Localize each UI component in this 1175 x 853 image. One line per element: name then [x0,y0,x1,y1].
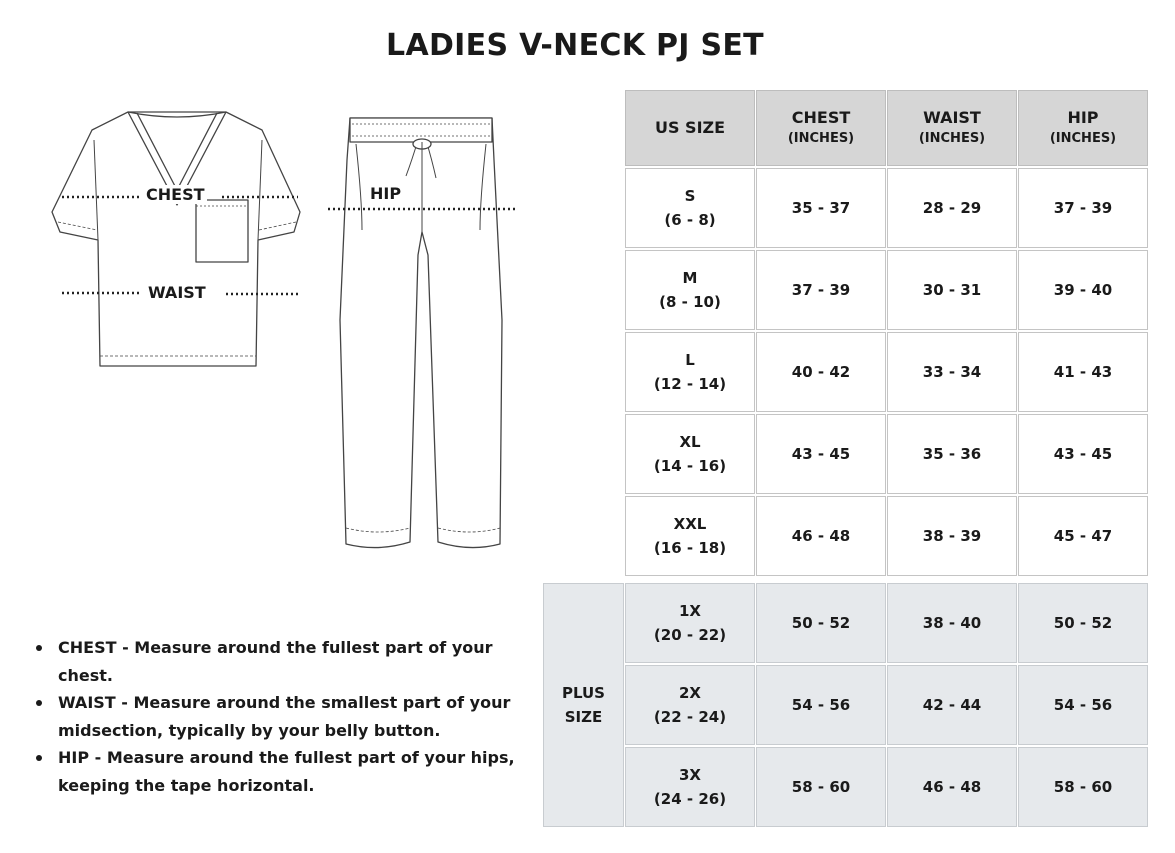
table-row-size: XXL (16 - 18) [625,496,755,576]
table-cell-waist: 33 - 34 [887,332,1017,412]
note-hip: HIP - Measure around the fullest part of your hips, keeping the tape horizontal. [36,744,536,799]
table-cell-waist: 35 - 36 [887,414,1017,494]
bullet-icon [36,645,42,651]
chest-label: CHEST [146,185,205,204]
table-cell-hip: 43 - 45 [1018,414,1148,494]
table-cell-chest: 58 - 60 [756,747,886,827]
table-row-size: 2X (22 - 24) [625,665,755,745]
table-cell-hip: 41 - 43 [1018,332,1148,412]
table-row-size: 1X (20 - 22) [625,583,755,663]
page-title: LADIES V-NECK PJ SET [386,28,764,63]
table-cell-waist: 28 - 29 [887,168,1017,248]
table-cell-waist: 38 - 39 [887,496,1017,576]
hip-label: HIP [370,184,402,203]
table-cell-hip: 58 - 60 [1018,747,1148,827]
table-cell-chest: 37 - 39 [756,250,886,330]
table-cell-hip: 45 - 47 [1018,496,1148,576]
v-neck-shirt-icon [52,112,300,366]
garment-diagram [0,0,540,560]
table-cell-waist: 38 - 40 [887,583,1017,663]
bullet-icon [36,755,42,761]
measurement-notes [36,634,536,799]
note-waist: WAIST - Measure around the smallest part of your midsection, typically by your belly button. [36,689,536,744]
table-cell-chest: 35 - 37 [756,168,886,248]
table-row-size: XL (14 - 16) [625,414,755,494]
header-hip: HIP (INCHES) [1018,90,1148,166]
table-cell-chest: 50 - 52 [756,583,886,663]
table-cell-hip: 39 - 40 [1018,250,1148,330]
table-cell-waist: 30 - 31 [887,250,1017,330]
header-us-size: US SIZE [625,90,755,166]
pajama-pants-icon [340,118,502,548]
table-cell-chest: 46 - 48 [756,496,886,576]
table-row-size: M (8 - 10) [625,250,755,330]
table-cell-waist: 46 - 48 [887,747,1017,827]
waist-label: WAIST [148,283,206,302]
table-cell-hip: 50 - 52 [1018,583,1148,663]
table-cell-chest: 40 - 42 [756,332,886,412]
table-cell-waist: 42 - 44 [887,665,1017,745]
table-row-size: 3X (24 - 26) [625,747,755,827]
table-cell-chest: 54 - 56 [756,665,886,745]
plus-size-label: PLUS SIZE [543,583,624,827]
table-cell-chest: 43 - 45 [756,414,886,494]
header-chest: CHEST (INCHES) [756,90,886,166]
table-cell-hip: 54 - 56 [1018,665,1148,745]
note-chest: CHEST - Measure around the fullest part of your chest. [36,634,536,689]
table-row-size: S (6 - 8) [625,168,755,248]
bullet-icon [36,700,42,706]
table-cell-hip: 37 - 39 [1018,168,1148,248]
table-row-size: L (12 - 14) [625,332,755,412]
header-waist: WAIST (INCHES) [887,90,1017,166]
